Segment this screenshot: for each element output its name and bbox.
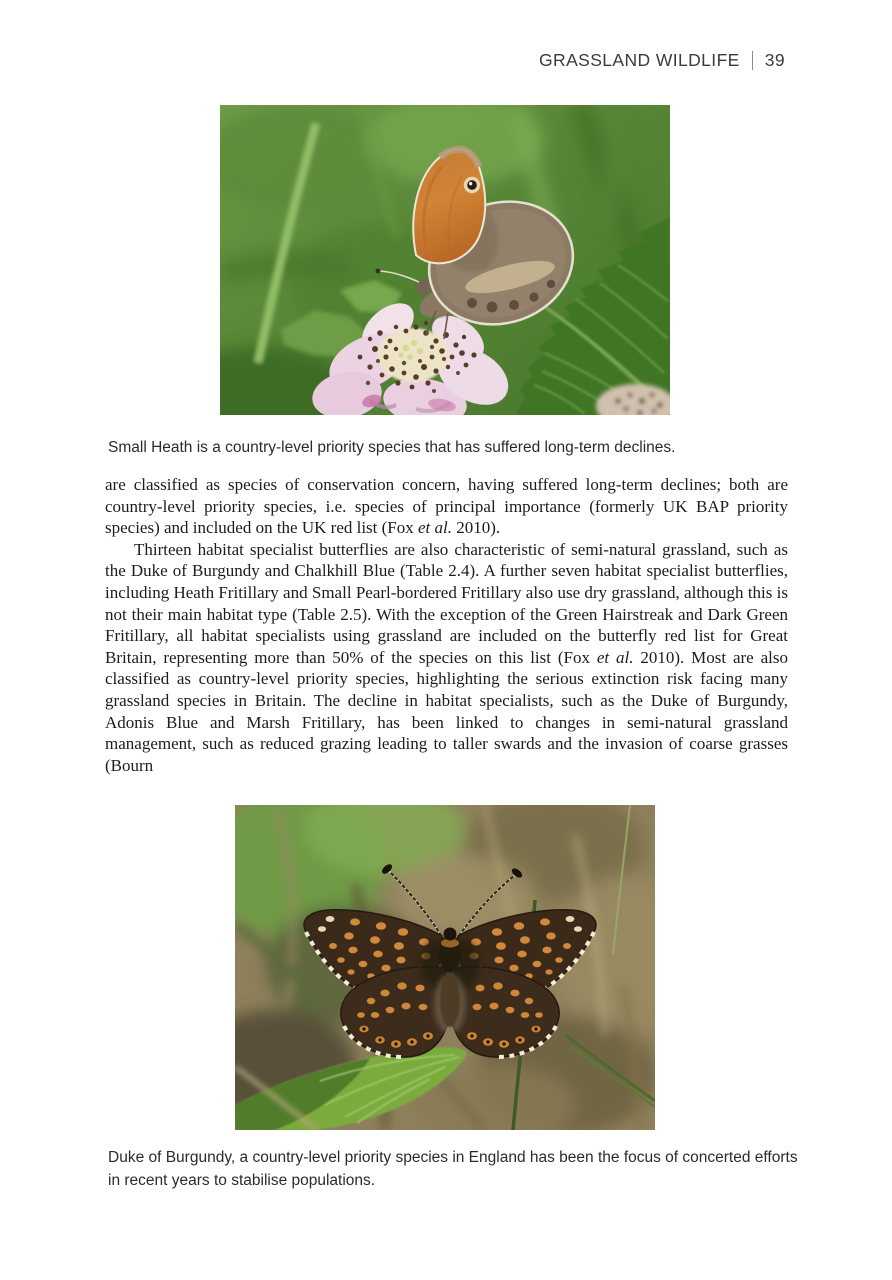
caption-small-heath: Small Heath is a country-level priority species that has suffered long-term declines. xyxy=(108,439,676,456)
caption-duke-of-burgundy: Duke of Burgundy, a country-level priority species in England has been the focus of concerted efforts in recent years to stabilise populations. xyxy=(108,1149,798,1189)
paragraph: Thirteen habitat specialist butterflies are also characteristic of semi-natural grassland, such as the Duke of Burgundy and Chalkhill Blue (Table 2.4). A further seven habitat specialist butterflies, including Heath Fritillary and Small Pearl-bordered Fritillary also use dry grassland, although this is not their main habitat type (Table 2.5). With the exception of the Green Hairstreak and Dark Green Fritillary, all habitat specialists using grassland are included on the butterfly red list for Great Britain, representing more than 50% of the species on this list (Fox et al. 2010). Most are also classified as country-level priority species, highlighting the serious extinction risk facing many grassland species in Britain. The decline in habitat specialists, such as the Duke of Burgundy, Adonis Blue and Marsh Fritillary, has been linked to changes in semi-natural grassland management, such as reduced grazing leading to taller swards and the invasion of coarse grasses (Bourn xyxy=(105,539,788,775)
duke-of-burgundy-photo xyxy=(235,805,655,1130)
figure-duke-of-burgundy xyxy=(235,805,655,1130)
body-text xyxy=(105,474,788,776)
running-header xyxy=(539,50,785,71)
small-heath-photo xyxy=(220,105,670,415)
section-title: GRASSLAND WILDLIFE xyxy=(539,50,740,70)
figure-small-heath xyxy=(220,105,670,415)
header-divider xyxy=(752,51,753,70)
page-number: 39 xyxy=(764,50,785,70)
paragraph: are classified as species of conservation concern, having suffered long-term declines; both are country-level priority species, i.e. species of principal importance (formerly UK BAP priority species) and included on the UK red list (Fox et al. 2010). xyxy=(105,475,788,538)
